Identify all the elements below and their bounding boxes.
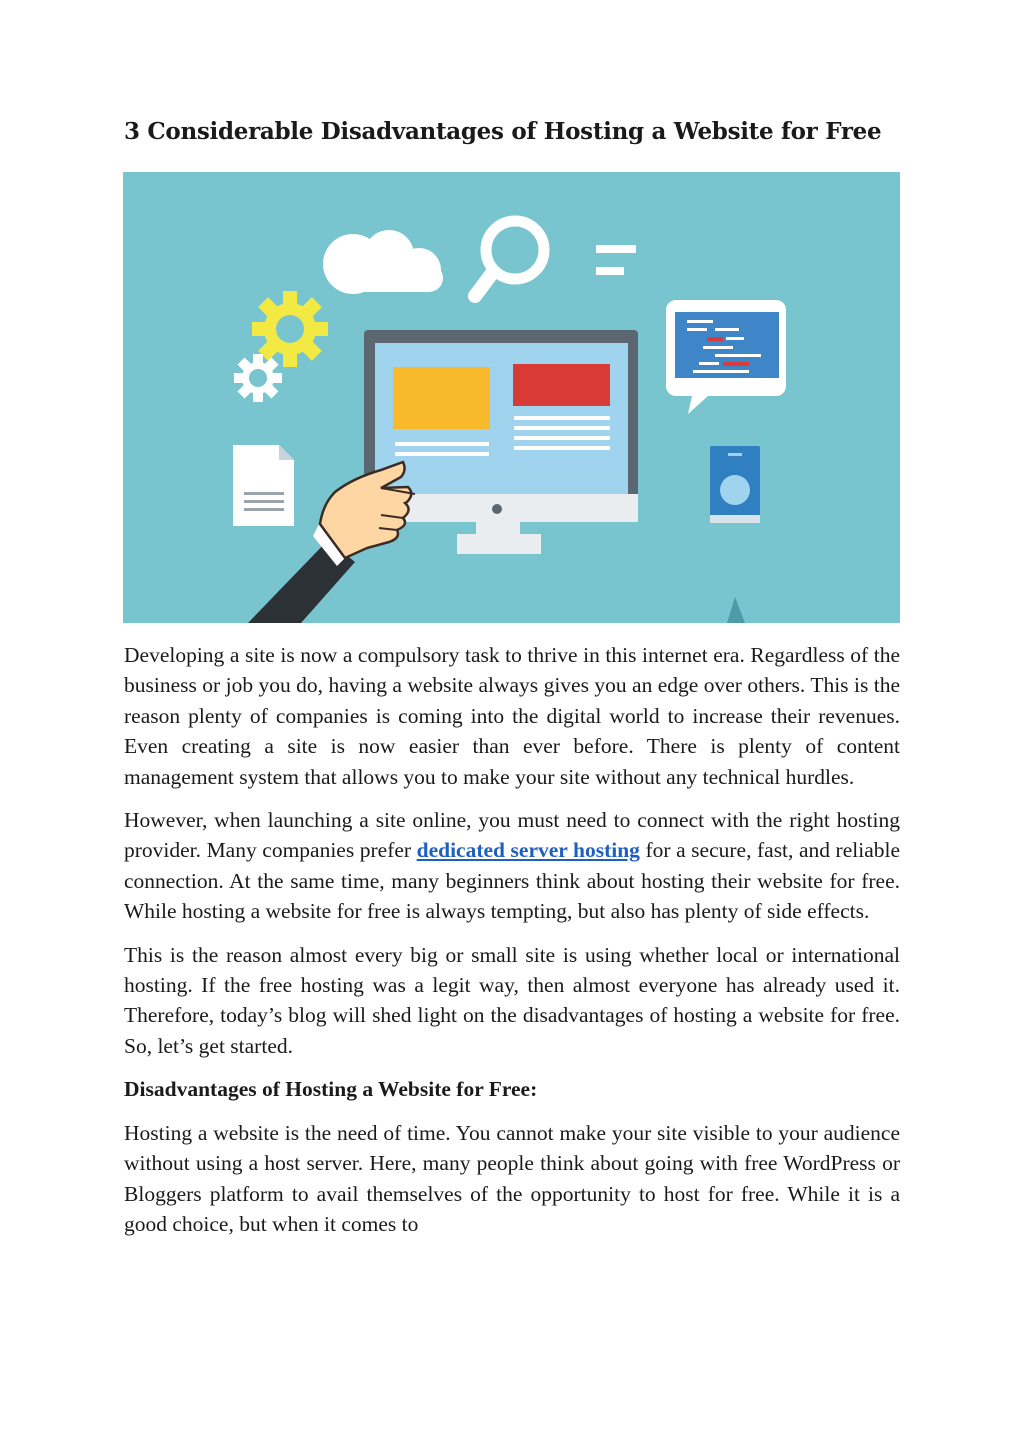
code-chat-bubble-icon [666, 300, 786, 414]
paragraph-reason: This is the reason almost every big or small site is using whether local or international hosting. If the free hosting was a legit way, then almost everyone has already used it. Therefore, today’s blog will shed light on the disadvantages of hosting a website for free. So, let’s get started. [124, 942, 900, 1058]
paragraph-intro: Developing a site is now a compulsory task to thrive in this internet era. Regardless of the business or job you do, having a website always gives you an edge over others. This is the reason plenty of companies is coming into the digital world to increase their revenues. Even creating a site is now easier than ever before. There is plenty of content management system that allows you to make your site without any technical hurdles. [124, 643, 900, 789]
paragraph-text-before-link: However, when launching a site online, you must need to connect with the right hosting provider. Many companies prefer [124, 808, 900, 863]
gear-icon [252, 291, 328, 367]
shadow-shape [727, 597, 745, 623]
phone-icon [710, 446, 760, 523]
magnifier-icon [475, 221, 544, 296]
dash-lines-icon [596, 245, 636, 275]
hero-illustration [123, 172, 900, 623]
document-icon [233, 445, 294, 526]
dedicated-server-hosting-link[interactable]: dedicated server hosting [416, 838, 640, 863]
paragraph-text-after-link: for a secure, fast, and reliable connection. At the same time, many beginners think about hosting their website for free. While hosting a website for free is always tempting, but also has plenty of side effects. [124, 838, 900, 924]
section-heading: Disadvantages of Hosting a Website for Free: [124, 1077, 538, 1102]
paragraph-hosting-provider [124, 805, 900, 927]
cloud-icon [323, 230, 443, 294]
small-gear-icon [234, 354, 282, 402]
article-title: 3 Considerable Disadvantages of Hosting a Website for Free [124, 118, 882, 145]
article-body [124, 640, 900, 1252]
paragraph-disadvantages: Hosting a website is the need of time. You cannot make your site visible to your audience without using a host server. Here, many people think about going with free WordPress or Bloggers platform to avail themselves of the opportunity to host for free. While it is a good choice, but when it comes to [124, 1120, 900, 1236]
